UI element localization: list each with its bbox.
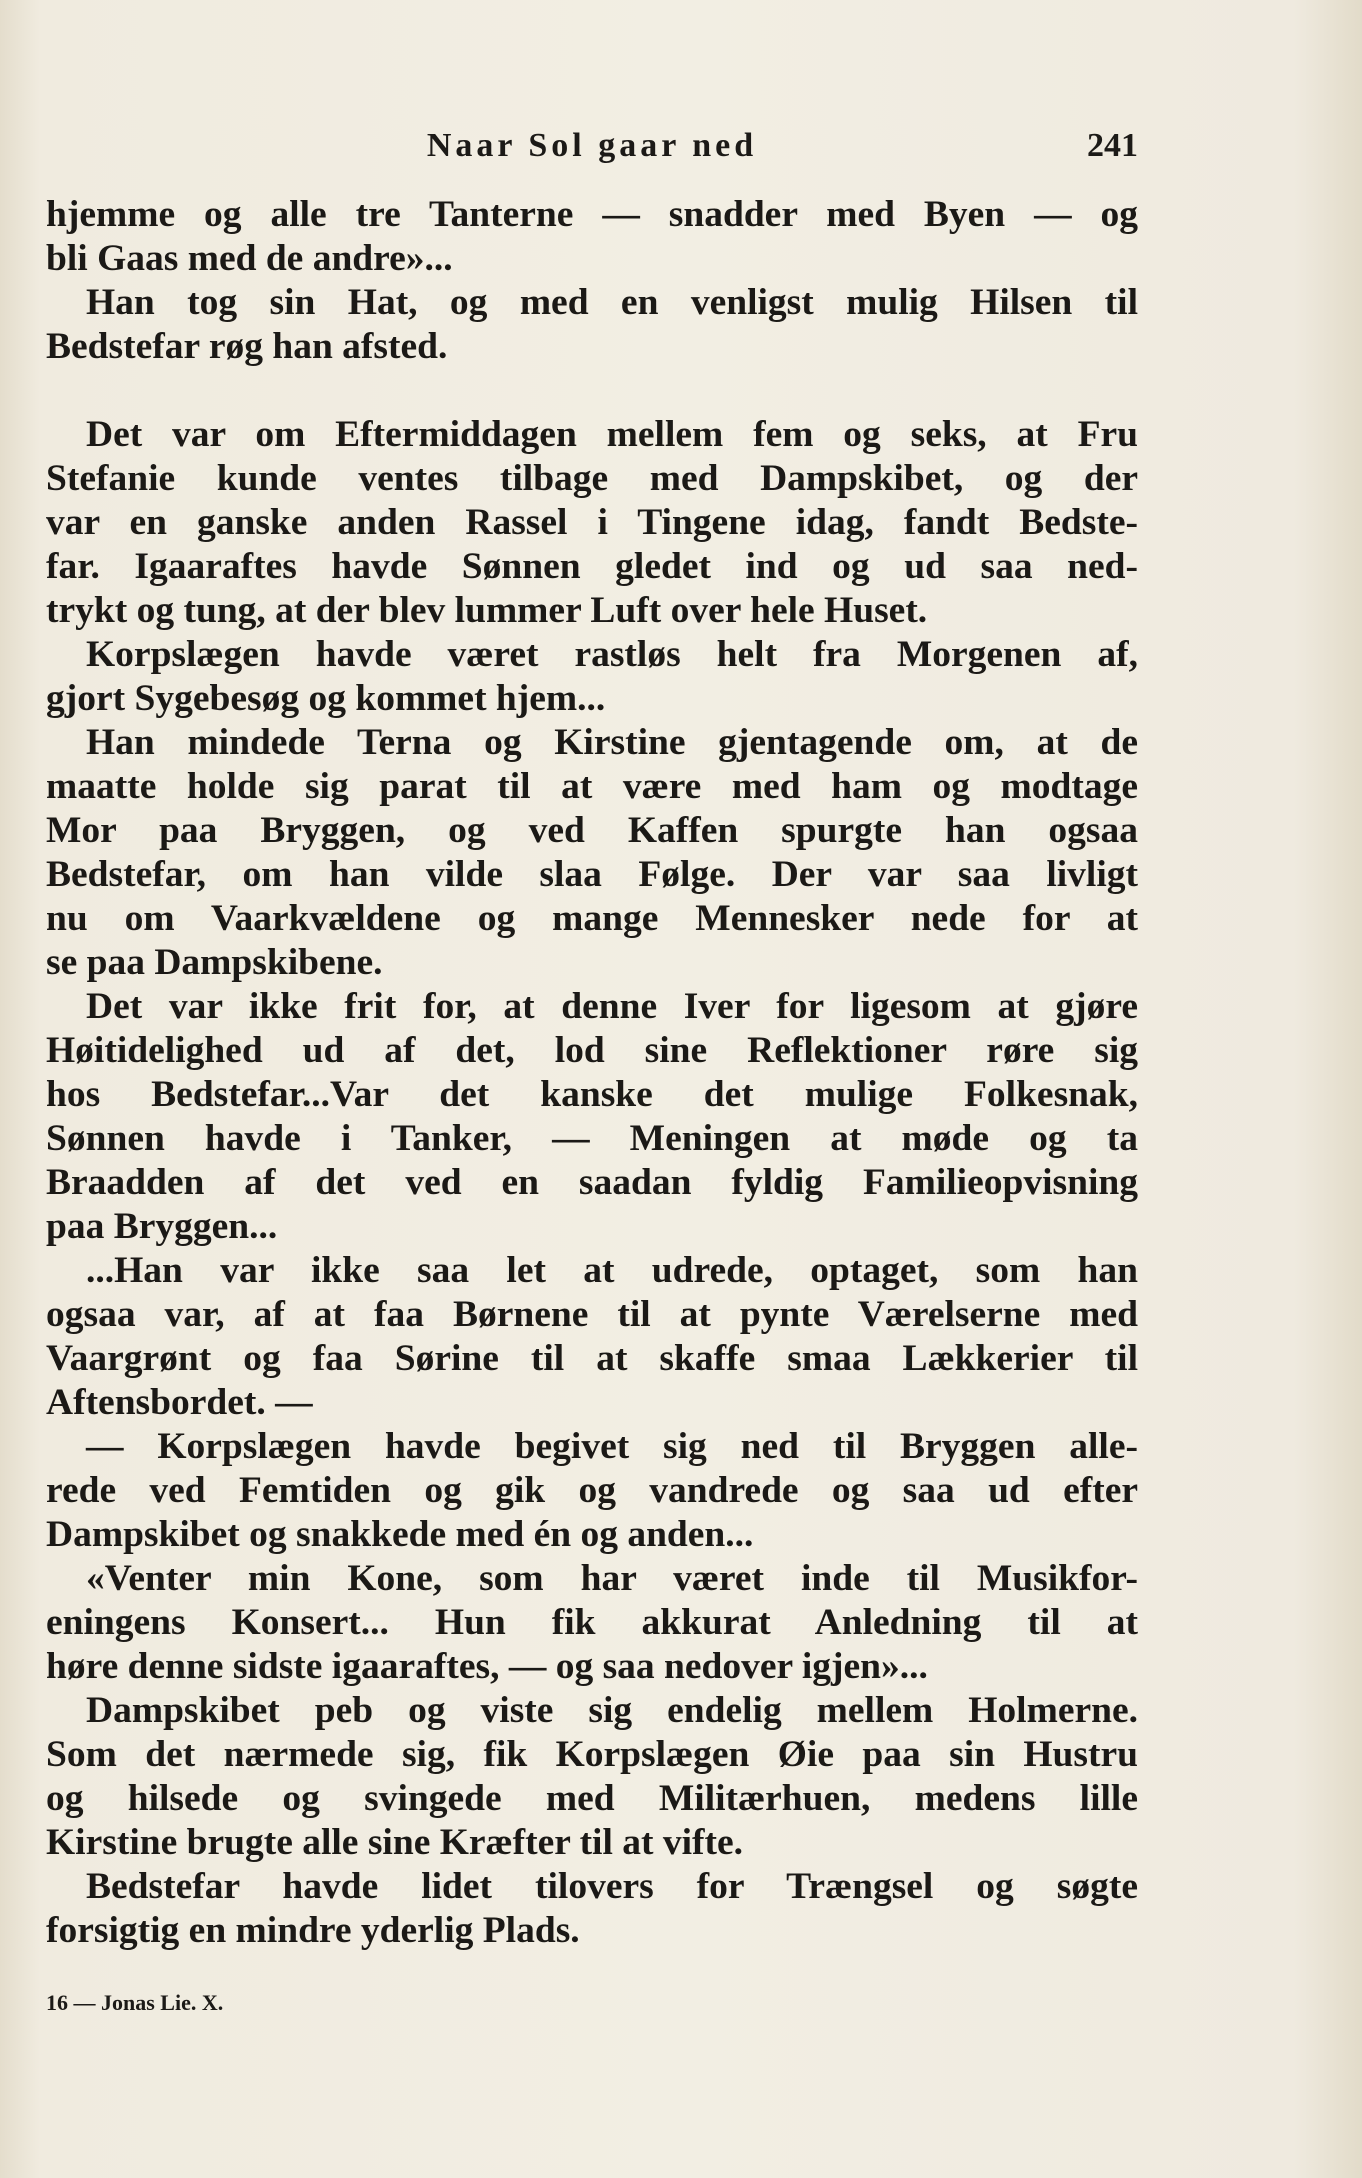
text-line: Braadden af det ved en saadan fyldig Familieopvisning bbox=[46, 1162, 1138, 1203]
text-line: rede ved Femtiden og gik og vandrede og saa ud efter bbox=[46, 1470, 1138, 1511]
text-line: Aftensbordet. — bbox=[46, 1382, 313, 1423]
text-line: Vaargrønt og faa Sørine til at skaffe smaa Lækkerier til bbox=[46, 1338, 1138, 1379]
running-title: Naar Sol gaar ned bbox=[426, 127, 758, 164]
text-line: paa Bryggen... bbox=[46, 1206, 278, 1247]
text-line: — Korpslægen havde begivet sig ned til Bryggen alle- bbox=[86, 1426, 1138, 1467]
text-line: Sønnen havde i Tanker, — Meningen at møde og ta bbox=[46, 1118, 1138, 1159]
text-line: Det var om Eftermiddagen mellem fem og seks, at Fru bbox=[86, 414, 1138, 455]
text-line: høre denne sidste igaaraftes, — og saa nedover igjen»... bbox=[46, 1646, 928, 1687]
text-line: og hilsede og svingede med Militærhuen, medens lille bbox=[46, 1778, 1138, 1819]
text-line: ...Han var ikke saa let at udrede, optaget, som han bbox=[86, 1250, 1138, 1291]
text-line: gjort Sygebesøg og kommet hjem... bbox=[46, 678, 606, 719]
text-line: Han mindede Terna og Kirstine gjentagende om, at de bbox=[86, 722, 1138, 763]
text-line: Som det nærmede sig, fik Korpslægen Øie paa sin Hustru bbox=[46, 1734, 1138, 1775]
text-line: hjemme og alle tre Tanterne — snadder med Byen — og bbox=[46, 194, 1138, 235]
signature-mark: 16 — Jonas Lie. X. bbox=[46, 1990, 224, 2015]
text-line: nu om Vaarkvældene og mange Mennesker nede for at bbox=[46, 898, 1138, 939]
text-line: far. Igaaraftes havde Sønnen gledet ind og ud saa ned- bbox=[46, 546, 1138, 587]
text-line: var en ganske anden Rassel i Tingene idag, fandt Bedste- bbox=[46, 502, 1138, 543]
text-line: Mor paa Bryggen, og ved Kaffen spurgte han ogsaa bbox=[46, 810, 1138, 851]
text-line: Høitidelighed ud af det, lod sine Reflektioner røre sig bbox=[46, 1030, 1138, 1071]
text-line: maatte holde sig parat til at være med ham og modtage bbox=[46, 766, 1138, 807]
text-line: bli Gaas med de andre»... bbox=[46, 238, 453, 279]
text-line: Han tog sin Hat, og med en venligst mulig Hilsen til bbox=[86, 282, 1138, 323]
text-line: eningens Konsert... Hun fik akkurat Anledning til at bbox=[46, 1602, 1138, 1643]
text-line: Dampskibet peb og viste sig endelig mellem Holmerne. bbox=[86, 1690, 1138, 1731]
text-line: Stefanie kunde ventes tilbage med Dampskibet, og der bbox=[46, 458, 1138, 499]
text-line: Dampskibet og snakkede med én og anden... bbox=[46, 1514, 754, 1555]
text-line: Kirstine brugte alle sine Kræfter til at vifte. bbox=[46, 1822, 744, 1863]
paragraph-gap bbox=[46, 369, 1138, 413]
text-line: Bedstefar havde lidet tilovers for Trængsel og søgte bbox=[86, 1866, 1138, 1907]
text-line: Korpslægen havde været rastløs helt fra Morgenen af, bbox=[86, 634, 1138, 675]
text-line: forsigtig en mindre yderlig Plads. bbox=[46, 1910, 580, 1951]
text-line: se paa Dampskibene. bbox=[46, 942, 383, 983]
text-line: trykt og tung, at der blev lummer Luft over hele Huset. bbox=[46, 590, 928, 631]
page-header bbox=[46, 127, 1138, 171]
text-line: hos Bedstefar...Var det kanske det mulige Folkesnak, bbox=[46, 1074, 1138, 1115]
body-text bbox=[46, 193, 1138, 1953]
page-number: 241 bbox=[1087, 127, 1138, 164]
text-line: Det var ikke frit for, at denne Iver for ligesom at gjøre bbox=[86, 986, 1138, 1027]
text-line: Bedstefar røg han afsted. bbox=[46, 326, 448, 367]
text-line: Bedstefar, om han vilde slaa Følge. Der var saa livligt bbox=[46, 854, 1138, 895]
text-line: «Venter min Kone, som har været inde til Musikfor- bbox=[86, 1558, 1138, 1599]
text-line: ogsaa var, af at faa Børnene til at pynte Værelserne med bbox=[46, 1294, 1138, 1335]
